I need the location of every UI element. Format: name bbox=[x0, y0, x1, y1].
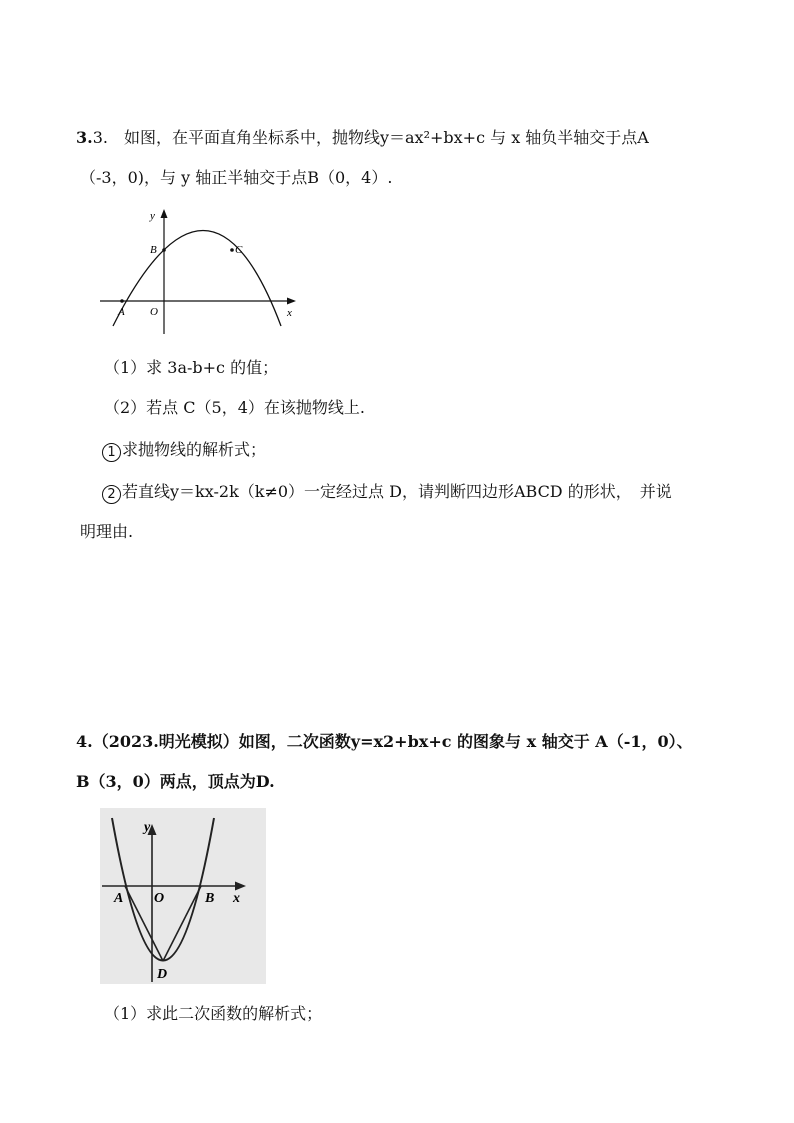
q3-label-x: x bbox=[287, 307, 292, 319]
q3-label-y: y bbox=[150, 210, 155, 222]
q3-part-1: （1）求 3a-b+c 的值； bbox=[104, 358, 279, 377]
q3-line-1-text: 3. 如图，在平面直角坐标系中，抛物线y＝ax²+bx+c 与 x 轴负半轴交于点A bbox=[92, 128, 649, 147]
q4-line-1: 4.（2023.明光模拟）如图，二次函数y=x2+bx+c 的图象与 x 轴交于 A（-1，0）、 bbox=[76, 732, 693, 751]
q3-point-A bbox=[120, 299, 124, 303]
q3-sub-2 bbox=[102, 482, 672, 504]
q4-label-B: B bbox=[205, 891, 215, 906]
q3-label-B: B bbox=[150, 244, 157, 256]
q4-label-y: y bbox=[144, 820, 151, 835]
q4-part-1: （1）求此二次函数的解析式； bbox=[104, 1004, 323, 1023]
q3-sub-1 bbox=[102, 440, 266, 462]
q3-label-A: A bbox=[118, 306, 125, 318]
q4-label-D: D bbox=[157, 967, 168, 982]
q3-sub-2-cont: 明理由. bbox=[80, 522, 134, 541]
q3-part-2: （2）若点 C（5，4）在该抛物线上. bbox=[104, 398, 365, 417]
q3-point-B bbox=[162, 248, 166, 252]
q3-point-C bbox=[230, 248, 234, 252]
q4-label-A: A bbox=[114, 891, 124, 906]
q3-label-O: O bbox=[150, 306, 158, 318]
q3-line-1 bbox=[76, 128, 649, 148]
q3-sub-2-text: 若直线y＝kx-2k（k≠0）一定经过点 D，请判断四边形ABCD 的形状， 并说 bbox=[122, 482, 672, 501]
q4-figure-background bbox=[100, 808, 266, 984]
q3-parabola-figure bbox=[96, 204, 302, 338]
q4-line-2: B（3，0）两点，顶点为D. bbox=[76, 772, 275, 791]
q4-label-O: O bbox=[154, 891, 165, 906]
circled-one: 1 bbox=[102, 443, 121, 462]
q3-line-2: （-3，0)，与 y 轴正半轴交于点B（0，4）. bbox=[80, 168, 393, 187]
q4-parabola-figure bbox=[100, 808, 266, 984]
q4-label-x: x bbox=[233, 891, 240, 906]
q3-label-C: C bbox=[235, 244, 243, 256]
q3-x-arrow bbox=[287, 298, 296, 305]
circled-two: 2 bbox=[102, 485, 121, 504]
q3-y-arrow bbox=[161, 209, 168, 218]
q3-parabola-curve bbox=[113, 231, 281, 327]
q3-number: 3. bbox=[76, 128, 93, 147]
q3-sub-1-text: 求抛物线的解析式； bbox=[122, 440, 267, 459]
